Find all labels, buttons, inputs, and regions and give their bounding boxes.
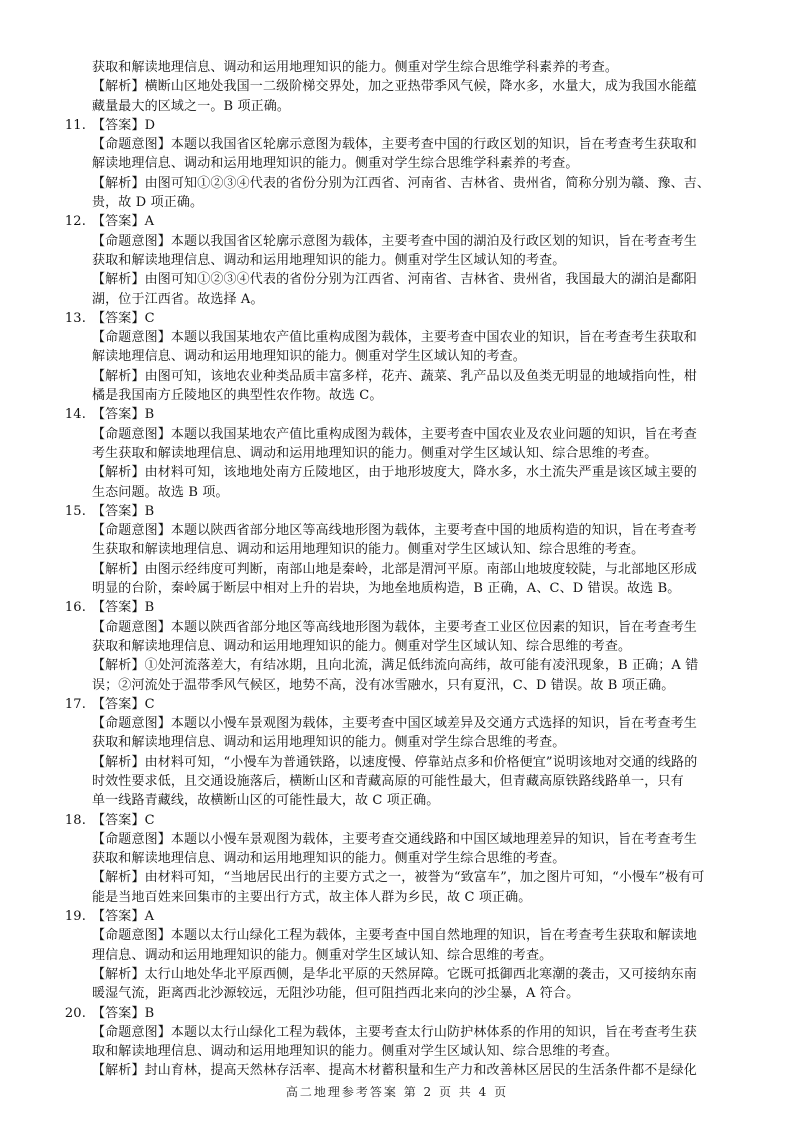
text-line: 【解析】由材料可知，“当地居民出行的主要方式之一，被誉为“致富车”，加之图片可知，“小慢车”极有可 xyxy=(92,870,705,886)
question-number: 11. xyxy=(64,117,86,133)
text-line: 【命题意图】本题以小慢车景观图为载体，主要考查中国区域差异及交通方式选择的知识，旨在考查考生 xyxy=(92,716,697,732)
text-line: 时效性要求低，且交通设施落后，横断山区和青藏高原的可能性最大，但青藏高原铁路线路单一，只有 xyxy=(92,773,684,789)
text-line: 获取和解读地理信息、调动和运用地理知识的能力。侧重对学生区域认知的考查。 xyxy=(92,252,566,268)
text-line: 【命题意图】本题以太行山绿化工程为载体，主要考查中国自然地理的知识，旨在考查考生获取和解读地 xyxy=(92,928,697,944)
text-line: 【解析】由图示经纬度可判断，南部山地是秦岭，北部是渭河平原。南部山地坡度较陡，与北部地区形成 xyxy=(92,561,697,577)
question-block xyxy=(48,116,768,212)
text-line: 明显的台阶，秦岭属于断层中相对上升的岩块，为地垒地质构造，B 正确，A、C、D 错误。故选 B。 xyxy=(92,581,681,597)
answer-label: 【答案】B xyxy=(92,600,155,616)
text-line: 【解析】①处河流落差大，有结冰期，且向北流，满足低纬流向高纬，故可能有凌汛现象，B 正确；A 错 xyxy=(92,658,699,674)
text-line: 【命题意图】本题以陕西省部分地区等高线地形图为载体，主要考查中国的地质构造的知识，旨在考查考 xyxy=(92,523,697,539)
text-line: 【解析】由材料可知，该地地处南方丘陵地区，由于地形坡度大，降水多，水土流失严重是该区域主要的 xyxy=(92,465,697,481)
question-number: 20. xyxy=(64,1005,86,1021)
text-line: 【命题意图】本题以小慢车景观图为载体，主要考查交通线路和中国区域地理差异的知识，旨在考查考生 xyxy=(92,831,697,847)
text-line: 贵，故 D 项正确。 xyxy=(92,195,204,211)
question-block xyxy=(48,309,768,405)
answer-label: 【答案】C xyxy=(92,812,155,828)
text-line: 【解析】横断山区地处我国一二级阶梯交界处，加之亚热带季风气候，降水多，水量大，成为我国水能蕴 xyxy=(92,79,697,95)
question-number: 13. xyxy=(64,310,86,326)
question-block xyxy=(48,502,768,598)
text-line: 【命题意图】本题以陕西省部分地区等高线地形图为载体，主要考查工业区位因素的知识，旨在考查考生 xyxy=(92,619,697,635)
question-number: 16. xyxy=(64,600,86,616)
question-number: 15. xyxy=(64,503,86,519)
text-line: 【命题意图】本题以我国某地农产值比重构成图为载体，主要考查中国农业及农业问题的知识，旨在考查 xyxy=(92,426,697,442)
answer-line xyxy=(48,502,768,521)
question-block xyxy=(48,1004,768,1081)
question-number: 18. xyxy=(64,812,86,828)
text-line: 获取和解读地理信息、调动和运用地理知识的能力。侧重对学生区域认知、综合思维的考查。 xyxy=(92,638,632,654)
text-line: 取和解读地理信息、调动和运用地理知识的能力。侧重对学生区域认知、综合思维的考查。 xyxy=(92,1044,619,1060)
question-number: 14. xyxy=(64,407,86,423)
text-line: 获取和解读地理信息、调动和运用地理知识的能力。侧重对学生综合思维的考查。 xyxy=(92,735,566,751)
text-line: 暖湿气流，距离西北沙源较远，无阻沙功能，但可阻挡西北来向的沙尘暴，A 符合。 xyxy=(92,986,580,1002)
answer-line xyxy=(48,405,768,424)
text-line: 【解析】由材料可知，“小慢车为普通铁路，以速度慢、停靠站点多和价格便宜”说明该地对交通的线路的 xyxy=(92,754,698,770)
answer-label: 【答案】D xyxy=(92,117,156,133)
answer-line xyxy=(48,116,768,135)
text-line: 【解析】太行山地处华北平原西侧，是华北平原的天然屏障。它既可抵御西北寒潮的袭击，又可接纳东南 xyxy=(92,966,697,982)
text-line: 【命题意图】本题以我国某地农产值比重构成图为载体，主要考查中国农业的知识，旨在考查考生获取和 xyxy=(92,330,697,346)
text-line: 橘是我国南方丘陵地区的典型性农作物。故选 C。 xyxy=(92,388,383,404)
text-line: 生态问题。故选 B 项。 xyxy=(92,484,229,500)
text-line: 藏量最大的区域之一。B 项正确。 xyxy=(92,98,291,114)
text-line: 【命题意图】本题以我国省区轮廓示意图为载体，主要考查中国的行政区划的知识，旨在考查考生获取和 xyxy=(92,137,697,153)
question-block xyxy=(48,405,768,501)
answer-label: 【答案】B xyxy=(92,407,155,423)
question-block xyxy=(48,598,768,694)
text-line: 解读地理信息、调动和运用地理知识的能力。侧重对学生区域认知的考查。 xyxy=(92,349,526,365)
text-line: 能是当地百姓来回集市的主要出行方式，故主体人群为乡民，故 C 项正确。 xyxy=(92,889,532,905)
question-block xyxy=(48,695,768,811)
answer-content xyxy=(48,58,768,1081)
question-list xyxy=(48,116,768,1081)
text-line: 解读地理信息、调动和运用地理知识的能力。侧重对学生综合思维学科素养的考查。 xyxy=(92,156,579,172)
answer-line xyxy=(48,598,768,617)
continued-explanation xyxy=(48,58,768,116)
question-number: 12. xyxy=(64,214,86,230)
answer-line xyxy=(48,1004,768,1023)
text-line: 生获取和解读地理信息、调动和运用地理知识的能力。侧重对学生区域认知、综合思维的考查。 xyxy=(92,542,645,558)
question-block xyxy=(48,212,768,308)
answer-label: 【答案】C xyxy=(92,696,155,712)
question-number: 17. xyxy=(64,696,86,712)
page-footer: 高二地理参考答案 第 2 页 共 4 页 xyxy=(285,1085,509,1099)
answer-line xyxy=(48,309,768,328)
text-line: 【命题意图】本题以太行山绿化工程为载体，主要考查太行山防护林体系的作用的知识，旨在考查考生获 xyxy=(92,1024,697,1040)
text-line: 理信息、调动和运用地理知识的能力。侧重对学生区域认知、综合思维的考查。 xyxy=(92,947,553,963)
text-line: 【命题意图】本题以我国省区轮廓示意图为载体，主要考查中国的湖泊及行政区划的知识，旨在考查考生 xyxy=(92,233,697,249)
answer-label: 【答案】A xyxy=(92,214,155,230)
answer-label: 【答案】A xyxy=(92,909,155,925)
text-line: 考生获取和解读地理信息、调动和运用地理知识的能力。侧重对学生区域认知、综合思维的考查。 xyxy=(92,445,658,461)
text-line: 获取和解读地理信息、调动和运用地理知识的能力。侧重对学生综合思维的考查。 xyxy=(92,851,566,867)
text-line: 【解析】封山育林，提高天然林存活率、提高木材蓄积量和生产力和改善林区居民的生活条件都不是绿化 xyxy=(92,1063,697,1079)
question-number: 19. xyxy=(64,909,86,925)
answer-line xyxy=(48,212,768,231)
answer-line xyxy=(48,811,768,830)
question-block xyxy=(48,907,768,1003)
question-block xyxy=(48,811,768,907)
text-line: 湖，位于江西省。故选择 A。 xyxy=(92,291,264,307)
text-line: 获取和解读地理信息、调动和运用地理知识的能力。侧重对学生综合思维学科素养的考查。 xyxy=(92,60,619,75)
answer-line xyxy=(48,695,768,714)
answer-label: 【答案】B xyxy=(92,1005,155,1021)
text-line: 误；②河流处于温带季风气候区，地势不高，没有冰雪融水，只有夏汛，C、D 错误。故 B 项正确。 xyxy=(92,677,675,693)
answer-label: 【答案】B xyxy=(92,503,155,519)
text-line: 【解析】由图可知，该地农业种类品质丰富多样，花卉、蔬菜、乳产品以及鱼类无明显的地域指向性，柑 xyxy=(92,368,697,384)
text-line: 【解析】由图可知①②③④代表的省份分别为江西省、河南省、吉林省、贵州省，简称分别为赣、豫、吉、 xyxy=(92,175,711,191)
text-line: 【解析】由图可知①②③④代表的省份分别为江西省、河南省、吉林省、贵州省，我国最大的湖泊是鄱阳 xyxy=(92,272,697,288)
answer-label: 【答案】C xyxy=(92,310,155,326)
text-line: 单一线路青藏线，故横断山区的可能性最大，故 C 项正确。 xyxy=(92,793,440,809)
answer-line xyxy=(48,907,768,926)
